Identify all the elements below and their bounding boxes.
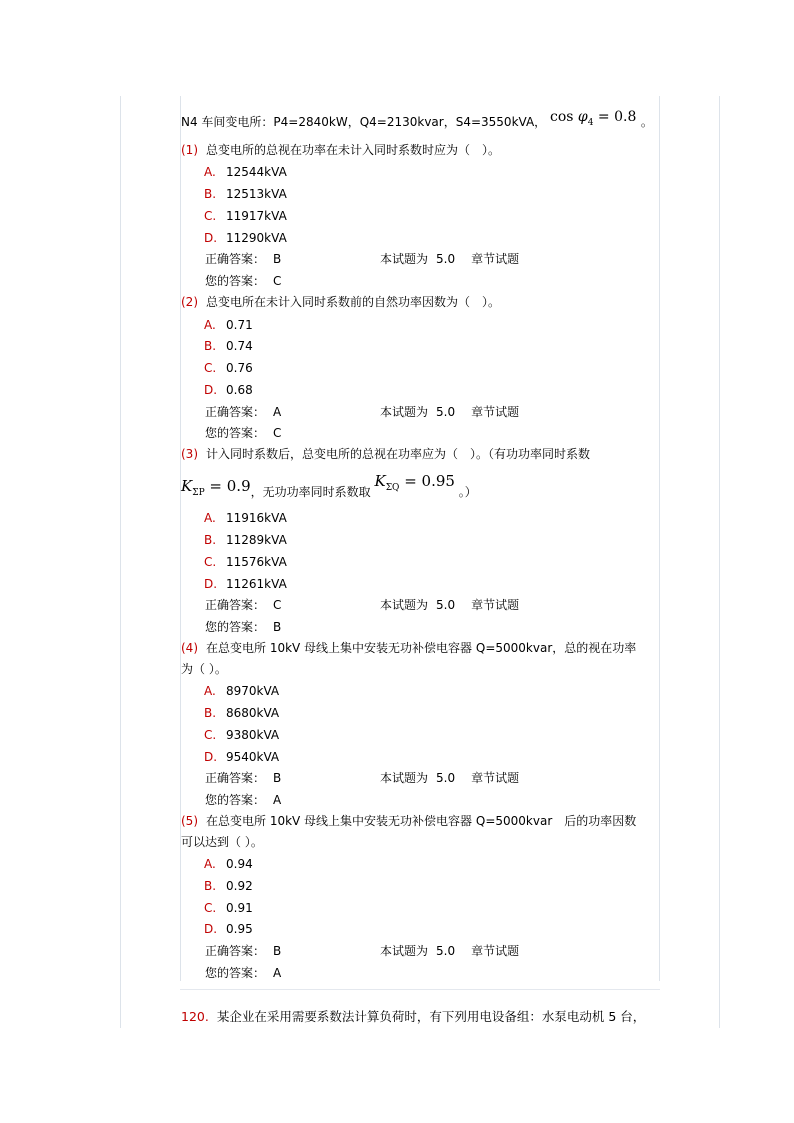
question-5-correct-answer: 正确答案： B 本试题为 5.0 章节试题 (205, 944, 520, 958)
question-3-your-answer: 您的答案： B (205, 620, 282, 634)
question-5-option-b[interactable]: B. 0.92 (204, 879, 253, 893)
question-3-option-c[interactable]: C. 11576kVA (204, 555, 287, 569)
question-3-option-b[interactable]: B. 11289kVA (204, 533, 287, 547)
frame-right-outer (719, 96, 720, 1028)
question-3-option-a[interactable]: A. 11916kVA (204, 511, 287, 525)
question-2-your-answer: 您的答案： C (205, 426, 282, 440)
question-120-stem: 120. 某企业在采用需要系数法计算负荷时，有下列用电设备组：水泵电动机 5 台， (181, 1009, 646, 1024)
question-5-option-a[interactable]: A. 0.94 (204, 857, 253, 871)
intro-line: N4 车间变电所：P4=2840kW，Q4=2130kvar，S4=3550kVA， $\cos \varphi_4 = 0.8$ 。 (181, 109, 653, 129)
question-1-your-answer: 您的答案： C (205, 274, 282, 288)
question-4-option-c[interactable]: C. 9380kVA (204, 728, 280, 742)
question-2-option-c[interactable]: C. 0.76 (204, 361, 253, 375)
question-1-stem: (1) 总变电所的总视在功率在未计入同时系数时应为（ ）。 (181, 143, 501, 157)
question-2-option-d[interactable]: D. 0.68 (204, 383, 253, 397)
question-1-option-c[interactable]: C. 11917kVA (204, 209, 287, 223)
question-3-option-d[interactable]: D. 11261kVA (204, 577, 287, 591)
question-5-stem: (5) 在总变电所 10kV 母线上集中安装无功补偿电容器 Q=5000kvar 后的功率因数 (181, 814, 637, 828)
question-5-option-d[interactable]: D. 0.95 (204, 922, 253, 936)
question-3-correct-answer: 正确答案： C 本试题为 5.0 章节试题 (205, 598, 520, 612)
question-3-score: 本试题为 5.0 章节试题 (380, 598, 520, 612)
question-1-correct-answer: 正确答案： B 本试题为 5.0 章节试题 (205, 252, 520, 266)
question-3-stem: (3) 计入同时系数后，总变电所的总视在功率应为（ ）。（有功功率同时系数 (181, 447, 591, 461)
question-4-your-answer: 您的答案： A (205, 793, 282, 807)
question-4-option-a[interactable]: A. 8970kVA (204, 684, 280, 698)
question-4-stem-continued: 为（ ）。 (181, 662, 227, 676)
question-1-score: 本试题为 5.0 章节试题 (380, 252, 520, 266)
k-sigma-q-formula: $K_{\Sigma Q} = 0.95$ (374, 472, 455, 493)
question-4-option-d[interactable]: D. 9540kVA (204, 750, 280, 764)
question-4-correct-answer: 正确答案： B 本试题为 5.0 章节试题 (205, 771, 520, 785)
question-2-correct-answer: 正确答案： A 本试题为 5.0 章节试题 (205, 405, 520, 419)
question-5-option-c[interactable]: C. 0.91 (204, 901, 253, 915)
k-sigma-p-formula: $K_{\Sigma P} = 0.9$ (181, 477, 251, 498)
question-4-score: 本试题为 5.0 章节试题 (380, 771, 520, 785)
question-1-option-d[interactable]: D. 11290kVA (204, 231, 287, 245)
question-5-score: 本试题为 5.0 章节试题 (380, 944, 520, 958)
intro-formula: $\cos \varphi_4 = 0.8$ (550, 109, 637, 128)
frame-right-inner (659, 96, 660, 981)
question-1-option-a[interactable]: A. 12544kVA (204, 165, 287, 179)
question-3-stem-formula: $K_{\Sigma P} = 0.9$，无功功率同时系数取 $K_{\Sigma Q} = 0.95$ 。） (181, 472, 477, 499)
frame-left-outer (120, 96, 121, 1028)
question-1-option-b[interactable]: B. 12513kVA (204, 187, 287, 201)
question-2-option-b[interactable]: B. 0.74 (204, 339, 253, 353)
intro-text: N4 车间变电所：P4=2840kW，Q4=2130kvar，S4=3550kVA， (181, 115, 547, 129)
question-4-option-b[interactable]: B. 8680kVA (204, 706, 280, 720)
question-divider (180, 989, 660, 990)
question-2-stem: (2) 总变电所在未计入同时系数前的自然功率因数为（ ）。 (181, 295, 501, 309)
question-4-stem: (4) 在总变电所 10kV 母线上集中安装无功补偿电容器 Q=5000kvar，总的视在功率 (181, 641, 637, 655)
question-2-score: 本试题为 5.0 章节试题 (380, 405, 520, 419)
question-2-option-a[interactable]: A. 0.71 (204, 318, 253, 332)
question-5-your-answer: 您的答案： A (205, 966, 282, 980)
question-5-stem-continued: 可以达到（ ）。 (181, 835, 263, 849)
